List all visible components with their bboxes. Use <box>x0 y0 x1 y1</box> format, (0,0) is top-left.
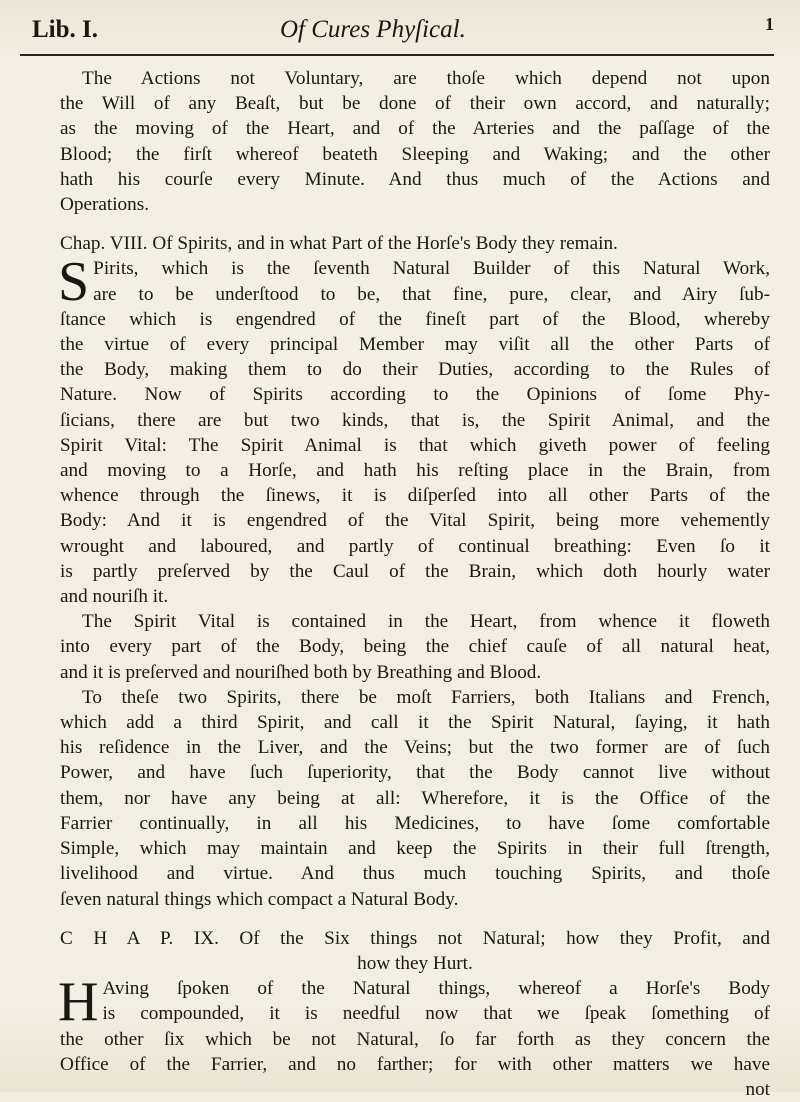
body-text <box>20 66 774 1102</box>
text-line: The Spirit Vital is contained in the Heart, from whence it floweth <box>82 611 770 633</box>
text-line: the virtue of every principal Member may viſit all the other Parts of <box>60 334 770 356</box>
chapter-8-opening <box>58 251 770 609</box>
text-line: Aving ſpoken of the Natural things, whereof a Horſe's Body <box>102 978 770 1000</box>
paragraph-spirit-vital <box>60 609 770 685</box>
text-line: which add a third Spirit, and call it the Spirit Natural, ſaying, it hath <box>60 712 770 734</box>
chapter-9-opening <box>58 971 770 1102</box>
text-line: Power, and have ſuch ſuperiority, that the Body cannot live without <box>60 762 770 784</box>
text-line: his reſidence in the Liver, and the Veins; but the two former are of ſuch <box>60 737 770 759</box>
text-line: is compounded, it is needful now that we ſpeak ſomething of <box>102 1003 770 1025</box>
running-title: Of Cures Phyſical. <box>280 16 466 43</box>
text-line: into every part of the Body, being the chief cauſe of all natural heat, <box>60 636 770 658</box>
text-line: wrought and laboured, and partly of continual breathing: Even ſo it <box>60 535 770 557</box>
paragraph-actions <box>60 66 770 217</box>
text-line: ſeven natural things which compact a Natural Body. <box>60 888 459 910</box>
catchword: not <box>745 1078 770 1100</box>
drop-cap: H <box>58 971 99 1034</box>
text-line: the Body, making them to do their Duties, according to the Rules of <box>60 359 770 381</box>
chapter-heading: C H A P. IX. Of the Six things not Natural; how they Profit, and <box>60 927 770 949</box>
text-line: livelihood and virtue. And thus much touching Spirits, and thoſe <box>60 863 770 885</box>
page-number: 1 <box>765 14 774 34</box>
text-line: and nouriſh it. <box>60 586 169 608</box>
text-line: as the moving of the Heart, and of the Arteries and the paſſage of the <box>60 118 770 140</box>
text-line: To theſe two Spirits, there be moſt Farriers, both Italians and French, <box>82 686 770 708</box>
text-line: the other ſix which be not Natural, ſo far forth as they concern the <box>60 1028 770 1050</box>
text-line: ſicians, there are but two kinds, that is, the Spirit Animal, and the <box>60 409 770 431</box>
text-line: Operations. <box>60 194 149 216</box>
text-line: Simple, which may maintain and keep the Spirits in their full ſtrength, <box>60 838 770 860</box>
chapter-8 <box>60 231 770 911</box>
paragraph-third-spirit <box>60 685 770 912</box>
running-head <box>20 14 774 48</box>
chapter-9 <box>60 926 770 1102</box>
header-rule <box>20 54 774 56</box>
text-line: the Will of any Beaſt, but be done of their own accord, and naturally; <box>60 93 770 115</box>
text-line: and it is preſerved and nouriſhed both by Breathing and Blood. <box>60 661 542 683</box>
text-line: them, nor have any being at all: Wherefore, it is the Office of the <box>60 787 770 809</box>
text-line: Body: And it is engendred of the Vital Spirit, being more vehemently <box>60 510 770 532</box>
text-line: are to be underſtood to be, that fine, pure, clear, and Airy ſub- <box>93 283 770 305</box>
text-line: Office of the Farrier, and no farther; for with other matters we have <box>60 1053 770 1075</box>
book-number: Lib. I. <box>32 16 99 43</box>
text-line: whence through the ſinews, it is diſperſed into all other Parts of the <box>60 485 770 507</box>
text-line: Spirit Vital: The Spirit Animal is that which giveth power of feeling <box>60 434 770 456</box>
text-line: is partly preſerved by the Caul of the Brain, which doth hourly water <box>60 560 770 582</box>
text-line: Pirits, which is the ſeventh Natural Builder of this Natural Work, <box>93 258 770 280</box>
text-line: and moving to a Horſe, and hath his reſting place in the Brain, from <box>60 460 770 482</box>
drop-cap: S <box>58 251 90 314</box>
text-line: hath his courſe every Minute. And thus much of the Actions and <box>60 168 770 190</box>
text-line: Nature. Now of Spirits according to the Opinions of ſome Phy- <box>60 384 770 406</box>
chapter-heading: Chap. VIII. Of Spirits, and in what Part of the Horſe's Body they remain. <box>60 233 618 255</box>
text-line: The Actions not Voluntary, are thoſe which depend not upon <box>82 68 770 89</box>
text-line: Farrier continually, in all his Medicines, to have ſome comfortable <box>60 812 770 834</box>
text-line: ſtance which is engendred of the fineſt part of the Blood, whereby <box>60 308 770 330</box>
text-line: Blood; the firſt whereof beateth Sleeping and Waking; and the other <box>60 143 770 165</box>
chapter-heading-continued: how they Hurt. <box>357 952 473 974</box>
